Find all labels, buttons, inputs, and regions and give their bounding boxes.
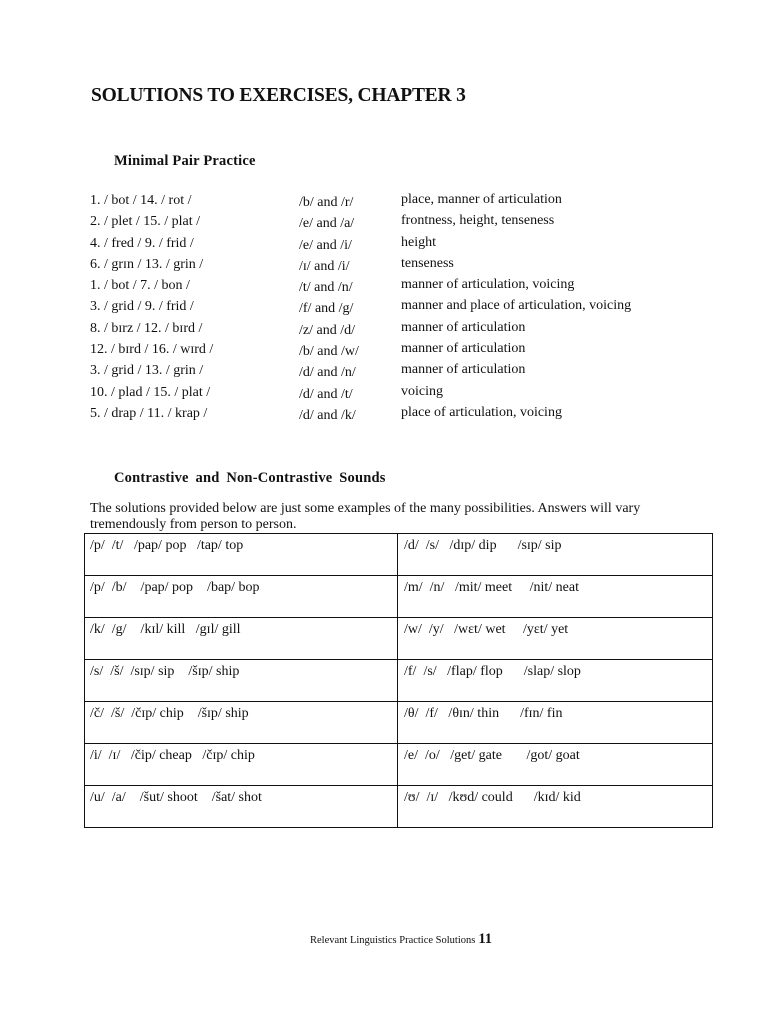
table-cell-left: /k/ /g/ /kɪl/ kill /gɪl/ gill <box>85 618 398 660</box>
minimal-pair-row <box>90 406 750 427</box>
minimal-pair-words: 5. / drap / 11. / krap / <box>90 405 208 421</box>
table-row <box>85 744 713 786</box>
minimal-pair-heading: Minimal Pair Practice <box>114 153 256 169</box>
minimal-pair-row <box>90 342 750 363</box>
minimal-pair-features: manner of articulation <box>401 319 526 335</box>
minimal-pair-contrast: /d/ and /t/ <box>299 386 353 402</box>
minimal-pair-row <box>90 385 750 406</box>
table-cell-left: /u/ /a/ /šut/ shoot /šat/ shot <box>85 786 398 828</box>
table-cell-left: /i/ /ɪ/ /čip/ cheap /čɪp/ chip <box>85 744 398 786</box>
minimal-pair-contrast: /f/ and /g/ <box>299 301 354 317</box>
table-cell-left: /p/ /b/ /pap/ pop /bap/ bop <box>85 576 398 618</box>
page-footer <box>310 931 492 948</box>
minimal-pair-words: 4. / fred / 9. / frid / <box>90 235 194 251</box>
minimal-pair-contrast: /b/ and /r/ <box>299 195 354 210</box>
minimal-pair-features: height <box>401 234 436 250</box>
table-row <box>85 618 713 660</box>
footer-text: Relevant Linguistics Practice Solutions <box>310 935 476 946</box>
minimal-pair-words: 8. / bɪrz / 12. / bɪrd / <box>90 320 203 336</box>
table-cell-right: /m/ /n/ /mit/ meet /nit/ neat <box>398 576 713 618</box>
table-cell-right: /θ/ /f/ /θɪn/ thin /fɪn/ fin <box>398 702 713 744</box>
minimal-pair-words: 3. / grid / 13. / grin / <box>90 363 204 379</box>
minimal-pair-words: 1. / bot / 14. / rot / <box>90 193 192 208</box>
minimal-pair-contrast: /t/ and /n/ <box>299 280 353 296</box>
table-row <box>85 534 713 576</box>
minimal-pair-features: manner of articulation <box>401 362 526 378</box>
minimal-pair-contrast: /ɪ/ and /i/ <box>299 258 350 274</box>
minimal-pair-contrast: /b/ and /w/ <box>299 344 359 360</box>
minimal-pair-features: manner of articulation, voicing <box>401 277 575 293</box>
minimal-pair-features: manner and place of articulation, voicing <box>401 298 632 314</box>
minimal-pair-row <box>90 321 750 342</box>
contrastive-heading: Contrastive and Non-Contrastive Sounds <box>114 470 386 486</box>
table-cell-right: /ʊ/ /ɪ/ /kʊd/ could /kɪd/ kid <box>398 786 713 828</box>
table-row <box>85 660 713 702</box>
table-row <box>85 576 713 618</box>
table-row <box>85 786 713 828</box>
minimal-pair-features: frontness, height, tenseness <box>401 213 555 229</box>
minimal-pair-features: tenseness <box>401 255 454 271</box>
minimal-pair-row <box>90 236 750 257</box>
minimal-pair-contrast: /z/ and /d/ <box>299 322 355 338</box>
table-cell-right: /w/ /y/ /wɛt/ wet /yɛt/ yet <box>398 618 713 660</box>
minimal-pair-contrast: /e/ and /i/ <box>299 237 352 253</box>
minimal-pair-contrast: /d/ and /k/ <box>299 407 356 423</box>
table-row <box>85 702 713 744</box>
table-cell-left: /s/ /š/ /sɪp/ sip /šɪp/ ship <box>85 660 398 702</box>
minimal-pair-row <box>90 299 750 320</box>
minimal-pair-row <box>90 363 750 384</box>
minimal-pair-words: 2. / plet / 15. / plat / <box>90 214 201 230</box>
page-title: SOLUTIONS TO EXERCISES, CHAPTER 3 <box>91 85 466 106</box>
minimal-pair-row <box>90 278 750 299</box>
minimal-pair-list <box>90 193 750 427</box>
table-cell-left: /č/ /š/ /čɪp/ chip /šɪp/ ship <box>85 702 398 744</box>
minimal-pair-row <box>90 257 750 278</box>
minimal-pair-contrast: /d/ and /n/ <box>299 365 356 381</box>
table-cell-right: /d/ /s/ /dɪp/ dip /sɪp/ sip <box>398 534 713 576</box>
minimal-pair-words: 10. / plad / 15. / plat / <box>90 384 211 400</box>
contrastive-intro: The solutions provided below are just some examples of the many possibilities. Answers will vary tremendously from person to person. <box>90 501 641 532</box>
minimal-pair-words: 1. / bot / 7. / bon / <box>90 278 190 294</box>
table-cell-left: /p/ /t/ /pap/ pop /tap/ top <box>85 534 398 576</box>
contrastive-table <box>84 533 713 828</box>
minimal-pair-features: voicing <box>401 383 443 399</box>
minimal-pair-words: 3. / grid / 9. / frid / <box>90 299 194 315</box>
minimal-pair-row <box>90 193 750 214</box>
minimal-pair-words: 12. / bɪrd / 16. / wɪrd / <box>90 342 214 358</box>
minimal-pair-features: place of articulation, voicing <box>401 404 562 420</box>
minimal-pair-features: place, manner of articulation <box>401 192 562 207</box>
minimal-pair-words: 6. / grɪn / 13. / grin / <box>90 256 204 272</box>
minimal-pair-features: manner of articulation <box>401 341 526 357</box>
page-number: 11 <box>478 931 493 947</box>
minimal-pair-row <box>90 214 750 235</box>
table-cell-right: /e/ /o/ /get/ gate /got/ goat <box>398 744 713 786</box>
table-cell-right: /f/ /s/ /flap/ flop /slap/ slop <box>398 660 713 702</box>
minimal-pair-contrast: /e/ and /a/ <box>299 216 355 232</box>
